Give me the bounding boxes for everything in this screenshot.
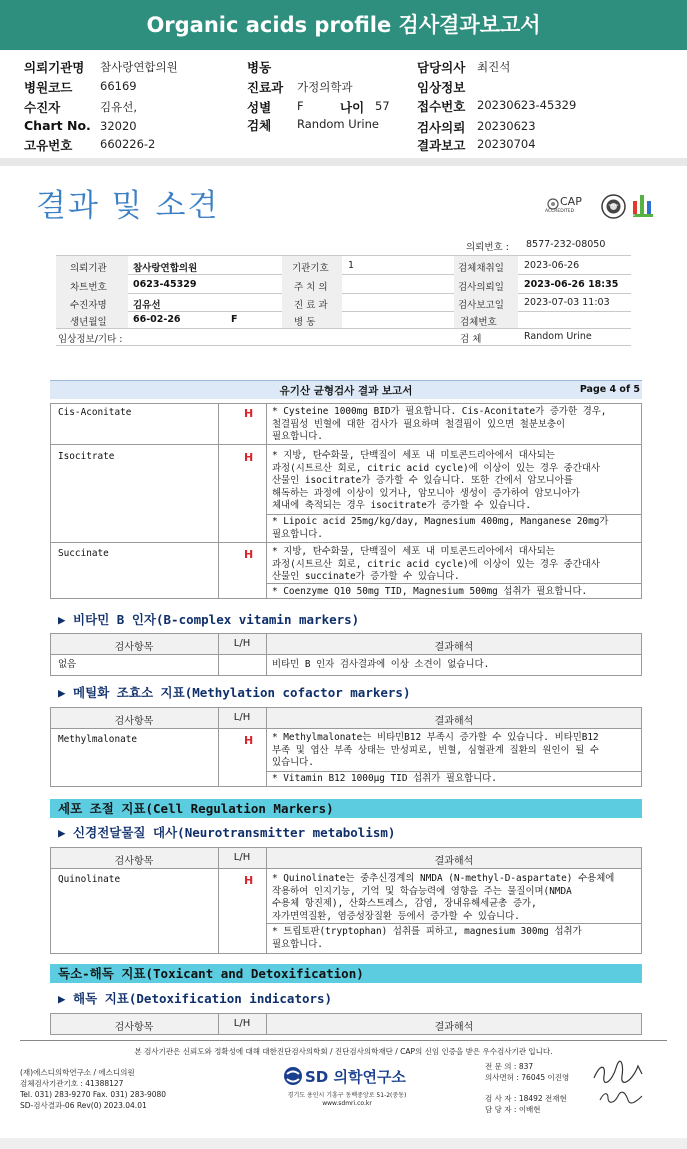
label-accession-no: 접수번호	[417, 99, 466, 114]
value-department: 가정의학과	[297, 80, 353, 94]
report-title: 결과 및 소견	[36, 188, 220, 224]
table-vitamin-b	[50, 633, 642, 676]
flag-cis-aconitate: H	[244, 407, 254, 420]
pt-label-chart: 차트번호	[70, 282, 107, 293]
cap-text: CAP	[560, 195, 582, 208]
label-patient: 수진자	[24, 100, 61, 115]
value-patient: 김유선,	[100, 100, 137, 114]
pt-label-ward: 병 동	[294, 317, 316, 328]
signature-1	[590, 1060, 650, 1086]
label-request-date: 검사의뢰	[417, 120, 466, 135]
th-lh-b: L/H	[233, 638, 251, 649]
table-detox	[50, 1013, 642, 1035]
pt-value-req-date: 2023-06-26 18:35	[524, 279, 619, 290]
value-age: 57	[375, 99, 390, 113]
value-hospital-code: 66169	[100, 79, 137, 93]
flag-methylmalonate: H	[244, 734, 254, 747]
th-item-detox: 검사항목	[114, 1022, 154, 1033]
pt-value-specimen: Random Urine	[524, 331, 592, 342]
value-report-date: 20230704	[477, 137, 536, 151]
patient-table	[56, 255, 631, 347]
flag-succinate: H	[244, 548, 254, 561]
signature-2	[596, 1088, 646, 1108]
header-divider	[0, 158, 687, 166]
value-specimen: Random Urine	[297, 117, 379, 131]
label-requester: 의뢰기관명	[24, 60, 85, 75]
pt-label-dept: 진 료 과	[294, 300, 328, 311]
note-isocitrate-2: * Lipoic acid 25mg/kg/day, Magnesium 400mg, Manganese 20mg가 필요합니다.	[272, 516, 609, 540]
row-name-cis-aconitate: Cis-Aconitate	[58, 407, 132, 418]
pt-label-collect-date: 검체채취일	[458, 263, 504, 274]
note-cis-aconitate: * Cysteine 1000mg BID가 필요합니다. Cis-Aconitate가 증가한 경우, 철결핍성 빈혈에 대한 검사가 필요하며 철결핍이 있으면 철분보충이 필요합니다.	[272, 406, 607, 442]
note-quinolinate-1: * Quinolinate는 중추신경계의 NMDA (N-methyl-D-aspartate) 수용체에 작용하여 인지기능, 기억 및 학습능력에 영향을 주는 물질이며(NMDA 수용체 항진제), 산화스트레스, 감염, 장내유해세균총 증가, 자가면역질환, 염증성장질환 등에서 증가할 수 있습니다.	[272, 873, 615, 922]
label-doctor: 담당의사	[417, 60, 466, 75]
seal-logo	[601, 194, 626, 219]
label-sex: 성별	[247, 100, 272, 115]
th-result-b: 결과해석	[434, 642, 474, 653]
th-result-meth: 결과해석	[434, 716, 474, 727]
flag-isocitrate: H	[244, 451, 254, 464]
value-sex: F	[297, 99, 304, 113]
section-methylation: ▶ 메틸화 조효소 지표(Methylation cofactor markers)	[58, 685, 411, 700]
footer-staff: 전 문 의 : 837 의사면허 : 76045 이진영 검 사 자 : 18492 전재현 담 당 자 : 이배현	[485, 1062, 570, 1114]
page-bottom-margin	[0, 1138, 687, 1149]
pt-value-collect-date: 2023-06-26	[524, 260, 580, 271]
label-ward: 병동	[247, 60, 272, 75]
label-clinical-info: 임상정보	[417, 80, 466, 95]
cap-logo	[545, 194, 597, 218]
label-specimen: 검체	[247, 118, 272, 133]
pt-label-requester: 의뢰기관	[70, 263, 107, 274]
results-table-top	[50, 399, 642, 602]
sd-brand: SD 의학연구소	[305, 1068, 406, 1086]
b-row-name: 없음	[58, 659, 77, 670]
note-quinolinate-2: * 트립토판(tryptophan) 섭취를 피하고, magnesium 300mg 섭취가 필요합니다.	[272, 926, 582, 950]
label-department: 진료과	[247, 80, 284, 95]
band-cell-regulation: 세포 조절 지표(Cell Regulation Markers)	[50, 799, 642, 818]
th-item-meth: 검사항목	[114, 716, 154, 727]
footer-address: 경기도 용인시 기흥구 동백중앙로 51-2(중동)	[287, 1092, 407, 1099]
pt-label-report-date: 검사보고일	[458, 300, 504, 311]
report-banner: Organic acids profile 검사결과보고서	[0, 0, 687, 50]
pt-label-physician: 주 치 의	[294, 282, 328, 293]
pt-label-req-date: 검사의뢰일	[458, 282, 504, 293]
label-age: 나이	[340, 100, 365, 115]
section-header-bar	[50, 380, 642, 399]
pt-label-inst-code: 기관기호	[292, 263, 329, 274]
cap-sub-text: ACCREDITED	[545, 209, 575, 214]
page-info: Page 4 of 5	[579, 384, 640, 395]
note-succinate-1: * 지방, 탄수화물, 단백질이 세포 내 미토콘드리아에서 대사되는 과정(시트르산 회로, citric acid cycle)에 이상이 있는 경우 중간대사 산물인 succinate가 증가할 수 있습니다.	[272, 546, 600, 582]
b-row-text: 비타민 B 인자 검사결과에 이상 소견이 없습니다.	[272, 659, 490, 670]
neuro-row-name: Quinolinate	[58, 874, 121, 885]
pt-value-report-date: 2023-07-03 11:03	[524, 297, 610, 308]
th-item-b: 검사항목	[114, 642, 154, 653]
pt-value-dob: 66-02-26	[133, 314, 181, 325]
meth-row-name: Methylmalonate	[58, 734, 138, 745]
pt-label-dob: 생년월일	[70, 317, 107, 328]
footer-website: www.sdmri.co.kr	[322, 1100, 372, 1107]
th-lh-detox: L/H	[233, 1018, 251, 1029]
pt-label-specimen: 검 체	[460, 334, 482, 345]
label-chart-no: Chart No.	[24, 118, 91, 133]
lil-text: LiL	[631, 213, 636, 217]
pt-value-name: 김유선	[133, 300, 161, 311]
table-methylation	[50, 707, 642, 787]
pt-value-requester: 참사랑연합의원	[133, 263, 198, 274]
th-lh-neuro: L/H	[233, 852, 251, 863]
th-item-neuro: 검사항목	[114, 856, 154, 867]
th-lh-meth: L/H	[233, 712, 251, 723]
pt-value-chart: 0623-45329	[133, 279, 197, 290]
pt-label-name: 수진자명	[70, 300, 107, 311]
note-succinate-2: * Coenzyme Q10 50mg TID, Magnesium 500mg 섭취가 필요합니다.	[272, 586, 588, 597]
value-accession-no: 20230623-45329	[477, 98, 577, 112]
th-result-detox: 결과해석	[434, 1022, 474, 1033]
request-no-value: 8577-232-08050	[526, 239, 606, 250]
table-neurotransmitter	[50, 847, 642, 954]
label-hospital-code: 병원코드	[24, 80, 73, 95]
section-neurotransmitter: ▶ 신경전달물질 대사(Neurotransmitter metabolism)	[58, 825, 396, 840]
section-detox: ▶ 해독 지표(Detoxification indicators)	[58, 991, 333, 1006]
pt-label-clinical: 임상정보/기타 :	[58, 334, 123, 345]
note-methylmalonate-2: * Vitamin B12 1000μg TID 섭취가 필요합니다.	[272, 773, 497, 784]
value-requester: 참사랑연합의원	[100, 60, 178, 74]
footer-divider	[20, 1040, 667, 1041]
label-unique-no: 고유번호	[24, 138, 73, 153]
seal-text: KOLAS	[608, 203, 619, 207]
sd-logo-icon	[283, 1066, 303, 1086]
band-toxicant: 독소-해독 지표(Toxicant and Detoxification)	[50, 964, 642, 983]
label-report-date: 결과보고	[417, 138, 466, 153]
value-chart-no: 32020	[100, 119, 137, 133]
pt-value-sex: F	[231, 314, 238, 325]
note-methylmalonate-1: * Methylmalonate는 비타민B12 부족시 증가할 수 있습니다. 비타민B12 부족 및 엽산 부족 상태는 만성피로, 빈혈, 심혈관계 질환의 원인이 될 수 있습니다.	[272, 732, 599, 768]
section-vitamin-b: ▶ 비타민 B 인자(B-complex vitamin markers)	[58, 612, 360, 627]
value-request-date: 20230623	[477, 119, 536, 133]
footer-notice: 본 검사기관은 신뢰도와 정확성에 대해 대한진단검사의학회 / 진단검사의학재단 / CAP의 신임 인증을 받은 우수검사기관 입니다.	[134, 1047, 553, 1056]
lil-logo	[630, 193, 658, 219]
note-isocitrate-1: * 지방, 탄수화물, 단백질이 세포 내 미토콘드리아에서 대사되는 과정(시트르산 회로, citric acid cycle)에 이상이 있는 경우 중간대사 산물인 isocitrate가 증가할 수 있습니다. 또한 간에서 암모니아를 해독하는 과정에 이상이 있거나, 암모니아 생성이 증가하여 암모니아가 체내에 축적되는 경우 isocitrate가 증가할 수 있습니다.	[272, 450, 600, 511]
value-unique-no: 660226-2	[100, 137, 156, 151]
section-header-title: 유기산 균형검사 결과 보고서	[279, 385, 413, 397]
row-name-isocitrate: Isocitrate	[58, 451, 115, 462]
row-name-succinate: Succinate	[58, 548, 109, 559]
footer-left-info: (재)에스디의학연구소 / 에스디의원 검체검사기관기호 : 41388127 Tel. 031) 283-9270 Fax. 031) 283-9080 SD-검사결과-06 Rev(0) 2023.04.01	[20, 1068, 167, 1110]
pt-value-inst-code: 1	[348, 260, 355, 271]
flag-quinolinate: H	[244, 874, 254, 887]
th-result-neuro: 결과해석	[434, 856, 474, 867]
request-no-label: 의뢰번호 :	[466, 242, 509, 253]
pt-label-specimen-no: 검체번호	[460, 317, 497, 328]
value-doctor: 최진석	[477, 60, 511, 74]
